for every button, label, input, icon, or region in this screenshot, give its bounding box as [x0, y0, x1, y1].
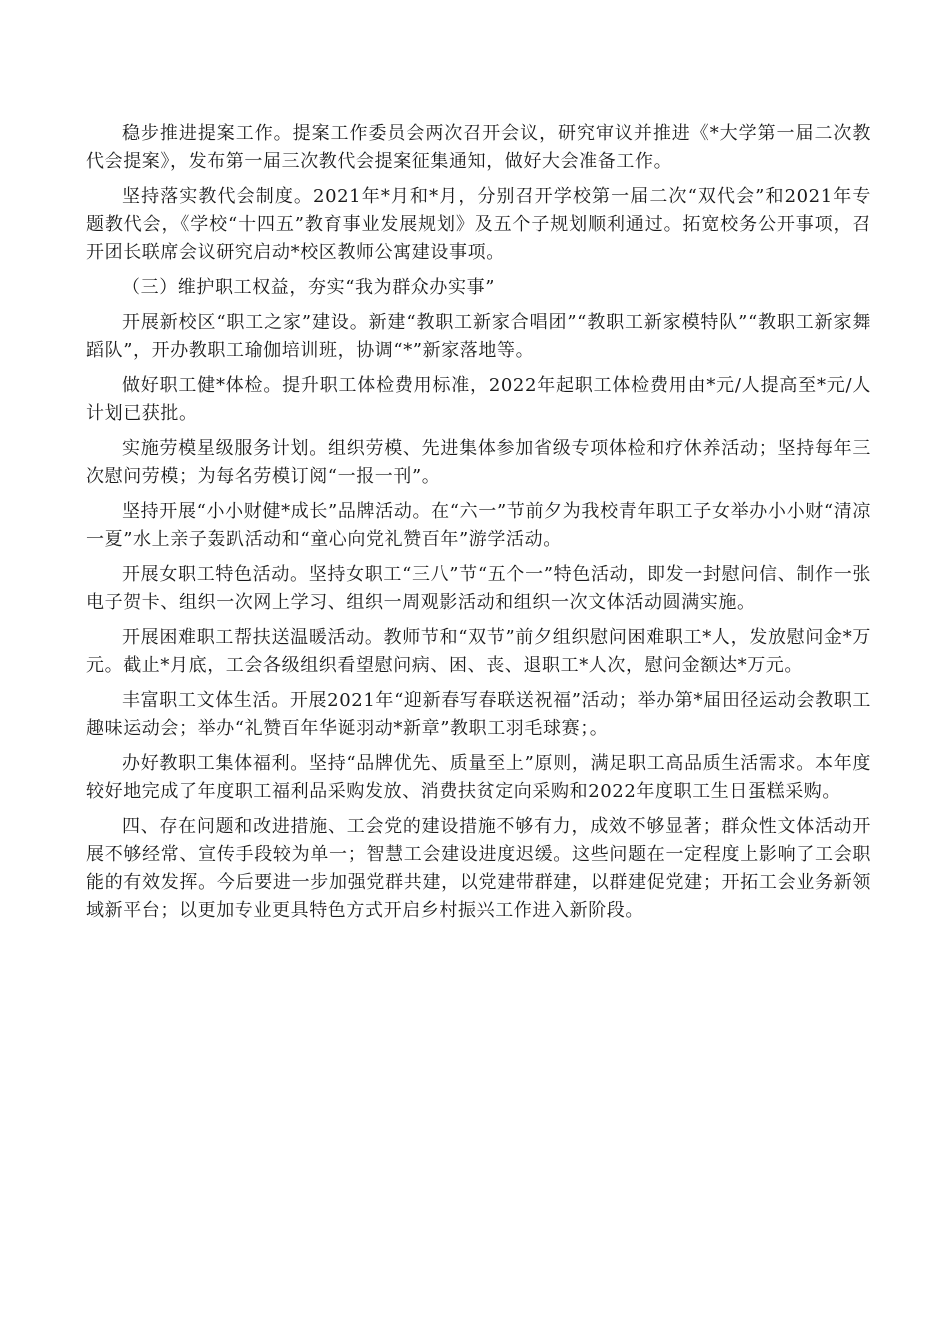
paragraph-congress-system: 坚持落实教代会制度。2021年*月和*月，分别召开学校第一届二次“双代会”和2021年专题教代会，《学校“十四五”教育事业发展规划》及五个子规划顺利通过。拓宽校务公开事项，召开团长联席会议研究启动*校区教师公寓建设事项。: [86, 186, 871, 263]
section-heading-rights: （三）维护职工权益，夯实“我为群众办实事”: [122, 277, 496, 298]
paragraph-female-staff: 开展女职工特色活动。坚持女职工“三八”节“五个一”特色活动，即发一封慰问信、制作一张电子贺卡、组织一次网上学习、组织一周观影活动和组织一次文体活动圆满实施。: [86, 564, 871, 613]
document-body: [86, 120, 871, 932]
paragraph-hardship-support: 开展困难职工帮扶送温暖活动。教师节和“双节”前夕组织慰问困难职工*人，发放慰问金*万元。截止*月底，工会各级组织看望慰问病、困、丧、退职工*人次，慰问金额达*万元。: [86, 627, 871, 676]
paragraph-health-check: 做好职工健*体检。提升职工体检费用标准，2022年起职工体检费用由*元/人提高至*元/人计划已获批。: [86, 375, 871, 424]
paragraph-brand-activity: 坚持开展“小小财健*成长”品牌活动。在“六一”节前夕为我校青年职工子女举办小小财“清凉一夏”水上亲子轰趴活动和“童心向党礼赞百年”游学活动。: [86, 501, 871, 550]
paragraph-problems-measures: 四、存在问题和改进措施、工会党的建设措施不够有力，成效不够显著；群众性文体活动开展不够经常、宣传手段较为单一；智慧工会建设进度迟缓。这些问题在一定程度上影响了工会职能的有效发挥。今后要进一步加强党群共建，以党建带群建，以群建促党建；开拓工会业务新领域新平台；以更加专业更具特色方式开启乡村振兴工作进入新阶段。: [86, 816, 871, 921]
paragraph-culture-sports: 丰富职工文体生活。开展2021年“迎新春写春联送祝福”活动；举办第*届田径运动会教职工趣味运动会；举办“礼赞百年华诞羽动*新章”教职工羽毛球赛；。: [86, 690, 871, 739]
paragraph-proposal-work: 稳步推进提案工作。提案工作委员会两次召开会议，研究审议并推进《*大学第一届二次教代会提案》，发布第一届三次教代会提案征集通知，做好大会准备工作。: [86, 123, 871, 172]
paragraph-collective-welfare: 办好教职工集体福利。坚持“品牌优先、质量至上”原则，满足职工高品质生活需求。本年度较好地完成了年度职工福利品采购发放、消费扶贫定向采购和2022年度职工生日蛋糕采购。: [86, 753, 871, 802]
paragraph-staff-home: 开展新校区“职工之家”建设。新建“教职工新家合唱团”“教职工新家模特队”“教职工新家舞蹈队”，开办教职工瑜伽培训班，协调“*”新家落地等。: [86, 312, 871, 361]
paragraph-model-worker-service: 实施劳模星级服务计划。组织劳模、先进集体参加省级专项体检和疗休养活动；坚持每年三次慰问劳模；为每名劳模订阅“一报一刊”。: [86, 438, 871, 487]
